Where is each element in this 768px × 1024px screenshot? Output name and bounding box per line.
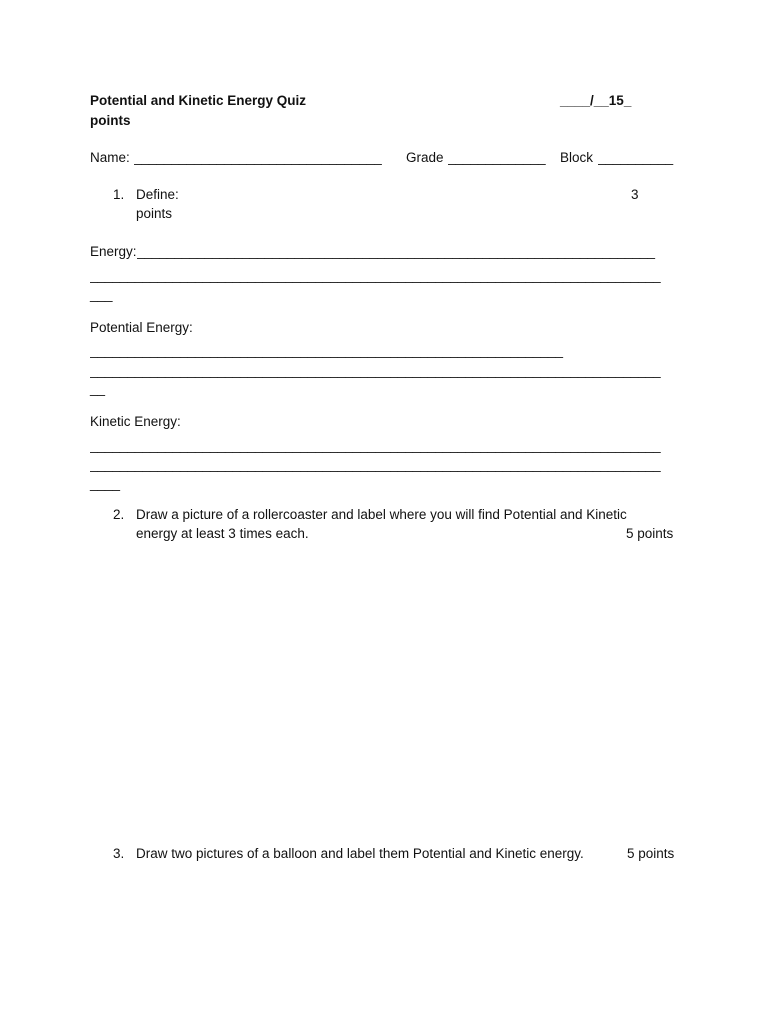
- energy-label: Energy:: [90, 244, 137, 259]
- score-total: ____/__15_: [560, 93, 632, 108]
- block-field[interactable]: __________: [598, 150, 674, 165]
- name-label: Name:: [90, 150, 130, 165]
- grade-label: Grade: [406, 150, 444, 165]
- q1-number: 1.: [113, 187, 125, 202]
- potential-answer-line[interactable]: __: [90, 381, 106, 396]
- q1-points-value: 3: [631, 187, 639, 202]
- q3-points: 5 points: [627, 846, 675, 861]
- kinetic-answer-line[interactable]: ____: [90, 476, 121, 491]
- potential-energy-label: Potential Energy:: [90, 320, 193, 335]
- q2-number: 2.: [113, 507, 125, 522]
- kinetic-answer-line[interactable]: ____________________________________________________________________________: [90, 457, 661, 472]
- q2-text-line2: energy at least 3 times each.: [136, 526, 309, 541]
- q1-points-unit: points: [136, 206, 173, 221]
- score-unit: points: [90, 113, 131, 128]
- q2-text-line1: Draw a picture of a rollercoaster and label where you will find Potential and Kinetic: [136, 507, 627, 522]
- grade-field[interactable]: _____________: [448, 150, 546, 165]
- kinetic-energy-label: Kinetic Energy:: [90, 414, 181, 429]
- name-field[interactable]: _________________________________: [134, 150, 382, 165]
- quiz-title: Potential and Kinetic Energy Quiz: [90, 93, 307, 108]
- energy-answer-line[interactable]: _____________________________________________________________________: [137, 244, 656, 259]
- energy-answer-line[interactable]: ___: [90, 287, 113, 302]
- q2-points: 5 points: [626, 526, 674, 541]
- energy-answer-line[interactable]: ____________________________________________________________________________: [90, 268, 661, 283]
- potential-answer-line[interactable]: ____________________________________________________________________________: [90, 363, 661, 378]
- q3-text: Draw two pictures of a balloon and label them Potential and Kinetic energy.: [136, 846, 584, 861]
- q3-number: 3.: [113, 846, 125, 861]
- block-label: Block: [560, 150, 594, 165]
- potential-answer-line[interactable]: _______________________________________________________________: [90, 343, 564, 358]
- q1-prompt: Define:: [136, 187, 179, 202]
- kinetic-answer-line[interactable]: ____________________________________________________________________________: [90, 438, 661, 453]
